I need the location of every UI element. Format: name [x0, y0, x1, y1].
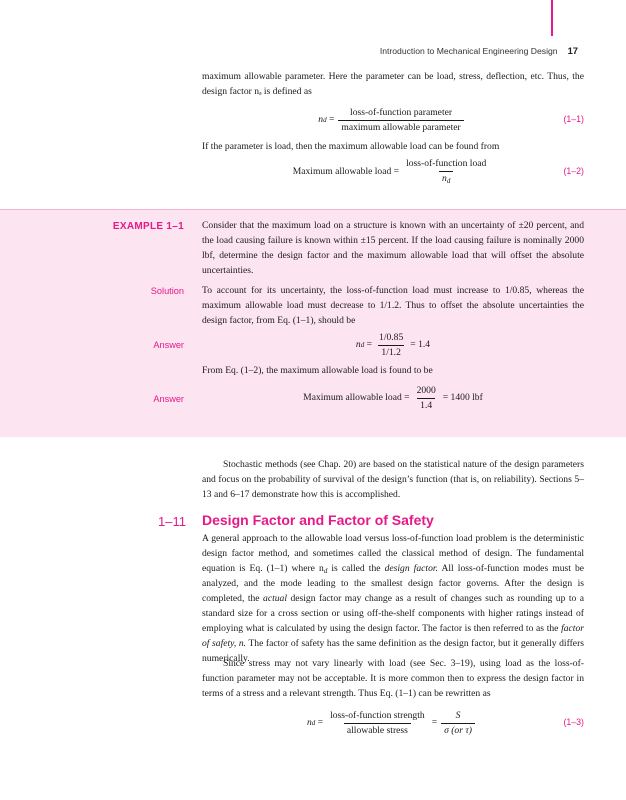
- intro-paragraph-2: [202, 140, 584, 155]
- ans1-numerator: 1/0.85: [379, 331, 404, 343]
- eq1-numerator: loss-of-function parameter: [350, 106, 453, 118]
- eq3-fraction-1: [327, 710, 428, 737]
- intro-paragraph-1: [202, 70, 584, 100]
- equation-1-1: n d = $\frac{\text{loss-of-function parameter}}{\text{maximum allowable parameter}}$ (1–1): [318, 106, 584, 133]
- answer-2-label: Answer: [153, 394, 184, 404]
- section-paragraph-1: [202, 532, 584, 667]
- eq1-lhs: n: [318, 113, 324, 125]
- section-title: Design Factor and Factor of Safety: [202, 512, 434, 528]
- example-mid-text: From Eq. (1–2), the maximum allowable load is found to be: [202, 365, 433, 376]
- answer-2-equation: [202, 381, 584, 415]
- answer-1-equation: n d = $\frac{1/0.85}{1/1.2}$ = 1.4: [355, 331, 431, 358]
- intro-para2-text: If the parameter is load, then the maximum allowable load can be found from: [202, 141, 500, 152]
- sec-para1-e: The factor of safety has the same definition as the design factor, but it generally differs numerically.: [202, 637, 584, 664]
- solution-text: To account for its uncertainty, the loss-of-function load must increase to 1/0.85, whereas the maximum allowable load must decrease to 1/1.2. Thus to offset the absolute uncertainties the design factor, from Eq. (1–1), should be: [202, 285, 584, 326]
- eq1-fraction: [338, 107, 463, 134]
- running-title: Introduction to Mechanical Engineering Design: [379, 46, 558, 56]
- ans2-denominator: 1.4: [417, 398, 435, 412]
- eq1-label: (1–1): [563, 114, 584, 125]
- eq3-fraction-2: [441, 710, 475, 737]
- eq2-denominator: [439, 171, 453, 186]
- sec-para1-c: All loss-of-function modes must be analyzed, and the mode leading to the smallest design factor governs. After the design is completed, the: [202, 562, 585, 604]
- eq2-den-sub: d: [446, 177, 451, 186]
- example-statement: Consider that the maximum load on a structure is known with an uncertainty of ±20 percent, and the load causing failure is known within ±15 percent. If the load causing failure is nominally 2000 lbf, determine the design factor and the maximum allowable load that will offset the absolute uncertainties.: [202, 220, 584, 276]
- ans2-lhs: Maximum allowable load =: [303, 391, 410, 403]
- ans2-fraction: [414, 385, 439, 412]
- ans1-sub: d: [360, 340, 365, 349]
- eq3-label: (1–3): [563, 717, 584, 728]
- ans1-result: = 1.4: [410, 338, 431, 350]
- eq2-lhs: Maximum allowable load =: [292, 165, 400, 177]
- intro-para1-text: maximum allowable parameter. Here the parameter can be load, stress, deflection, etc. Thus, the design factor nₔ is defined as: [202, 71, 584, 97]
- eq3-lhs: n: [306, 716, 312, 728]
- equation-1-2: [202, 156, 584, 188]
- equation-1-3: n d = $\frac{\text{loss-of-function strength}}{\text{allowable stress}}$ = $\frac{S}{\text{σ (or τ)}}$ (1–3): [306, 709, 584, 736]
- ans2-result: = 1400 lbf: [442, 391, 483, 403]
- eq2-numerator: loss-of-function load: [406, 158, 487, 170]
- eq3-denominator-1: allowable stress: [344, 723, 411, 737]
- eq2-den-n: n: [442, 173, 447, 185]
- ans1-lhs: n: [355, 338, 361, 350]
- section-number: 1–11: [158, 514, 186, 529]
- factor-of-safety-term: factor of safety, n.: [202, 622, 584, 649]
- running-head: [380, 44, 578, 59]
- eq3-numerator-2: S: [455, 709, 461, 721]
- solution-label: Solution: [150, 286, 184, 296]
- eq2-label: (1–2): [563, 166, 584, 177]
- sec-para1-b: is called the: [327, 562, 385, 574]
- eq2-fraction: [403, 158, 489, 186]
- section-paragraph-2: Since stress may not vary linearly with load (see Sec. 3–19), using load as the loss-of-function parameter may not be acceptable. It is more common then to express the design factor in terms of a stress and a relevant strength. Thus Eq. (1–1) can be rewritten as: [202, 658, 584, 699]
- eq1-denominator: maximum allowable parameter: [338, 120, 463, 134]
- sec-para1-d: design factor may change as a result of changes such as rounding up to a standard size for a cross section or using off-the-shelf components with higher ratings instead of employing what is calculated by using the design factor. The factor is then referred to as the: [202, 592, 585, 634]
- example-border: [0, 209, 626, 210]
- eq3-sub: d: [311, 718, 316, 727]
- design-factor-term: design factor.: [384, 562, 438, 574]
- answer-1-label: Answer: [153, 340, 184, 350]
- ans2-numerator: 2000: [416, 384, 436, 396]
- header-rule: [551, 0, 553, 36]
- sec-para1-a: A general approach to the allowable load versus loss-of-function load problem is the deterministic design factor method, and sometimes called the classical method of design. The fundamental equation is Eq. (1–1) where n: [202, 533, 584, 574]
- eq3-denominator-2: σ (or τ): [441, 723, 475, 737]
- sec-para1-sub: d: [323, 566, 328, 575]
- ans1-fraction: [376, 332, 406, 359]
- eq3-numerator-1: loss-of-function strength: [330, 709, 425, 721]
- eq1-sub: d: [323, 115, 327, 124]
- stochastic-paragraph: Stochastic methods (see Chap. 20) are based on the statistical nature of the design parameters and focus on the probability of survival of the design’s function (that is, on reliability). Sections 5–13 and 6–17 demonstrate how this is accomplished.: [202, 459, 584, 500]
- page-number: 17: [567, 45, 578, 56]
- actual-term: actual: [263, 592, 287, 604]
- example-label: EXAMPLE 1–1: [112, 221, 184, 232]
- ans1-denominator: 1/1.2: [378, 345, 403, 359]
